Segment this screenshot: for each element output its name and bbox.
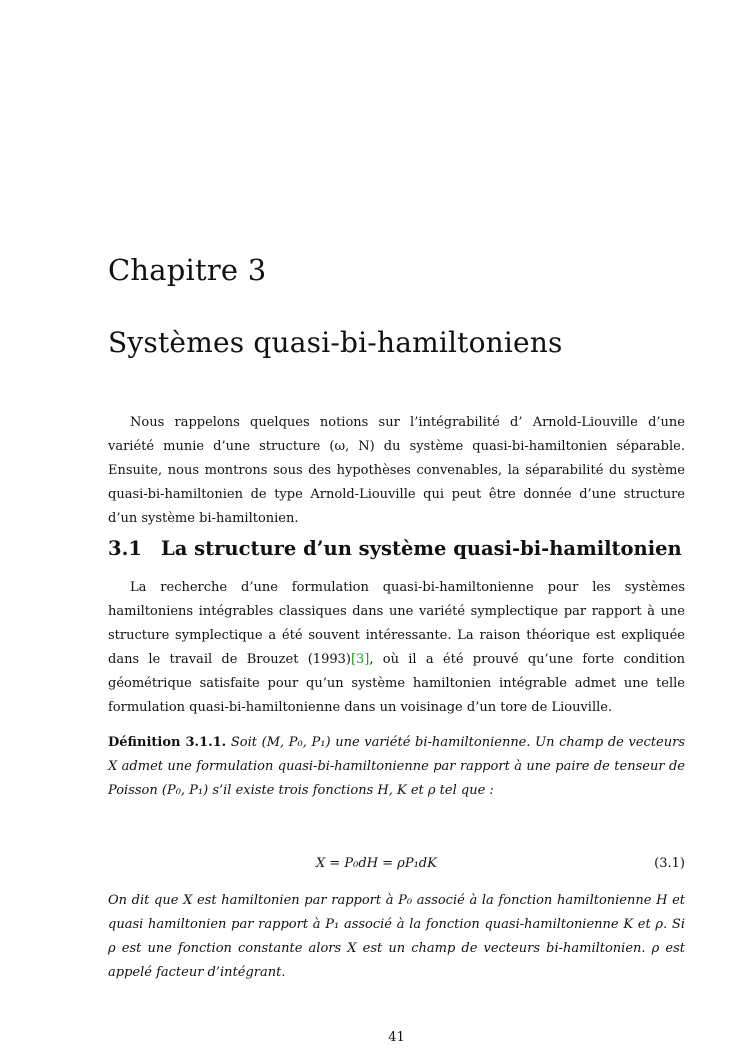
citation-link[interactable]: [3] <box>350 652 370 667</box>
remark-paragraph: On dit que X est hamiltonien par rapport à P₀ associé à la fonction hamiltonienne H et quasi hamiltonien par rapport à P₁ associé à la fonction quasi-hamiltonienne K et ρ. Si ρ est une fonction constante alors X est un champ de vecteurs bi-hamiltonien. ρ est appelé facteur d’intégrant. <box>108 893 685 980</box>
definition-label: Définition 3.1.1. <box>108 735 227 750</box>
definition-text: Soit (M, P₀, P₁) une variété bi-hamiltonienne. Un champ de vecteurs X admet une formulation quasi-bi-hamiltonienne par rapport à une paire de tenseur de Poisson (P₀, P₁) s’il existe trois fonctions H, K et ρ tel que : <box>108 735 685 798</box>
intro-paragraph: Nous rappelons quelques notions sur l’intégrabilité d’ Arnold-Liouville d’une variété munie d’une structure (ω, N) du système quasi-bi-hamiltonien séparable. Ensuite, nous montrons sous des hypothèses convenables, la séparabilité du système quasi-bi-hamiltonien de type Arnold-Liouville qui peut être donnée d’une structure d’un système bi-hamiltonien. <box>108 415 685 526</box>
definition-block <box>108 731 685 803</box>
section-title: La structure d’un système quasi-bi-hamiltonien <box>161 537 682 560</box>
section-number: 3.1 <box>108 537 142 560</box>
section-paragraph-text-continued: , où il a été prouvé qu’une forte condition géométrique satisfaite pour qu’un système hamiltonien intégrable admet une telle formulation quasi-bi-hamiltonienne dans un voisinage d’un tore de Liouville. <box>108 652 685 715</box>
section-paragraph-text: La recherche d’une formulation quasi-bi-hamiltonienne pour les systèmes hamiltoniens intégrables classiques dans une variété symplectique par rapport à une structure symplectique a été souvent intéressante. La raison théorique est expliquée dans le travail de Brouzet (1993) <box>108 580 685 667</box>
section-paragraph <box>108 576 685 720</box>
page-number: 41 <box>388 1030 405 1045</box>
equation: X = P₀dH = ρP₁dK <box>316 856 437 871</box>
equation-row <box>108 852 685 876</box>
section-heading <box>108 535 685 563</box>
chapter-label: Chapitre 3 <box>108 253 267 287</box>
equation-number: (3.1) <box>654 856 685 871</box>
chapter-title: Systèmes quasi-bi-hamiltoniens <box>108 326 563 359</box>
